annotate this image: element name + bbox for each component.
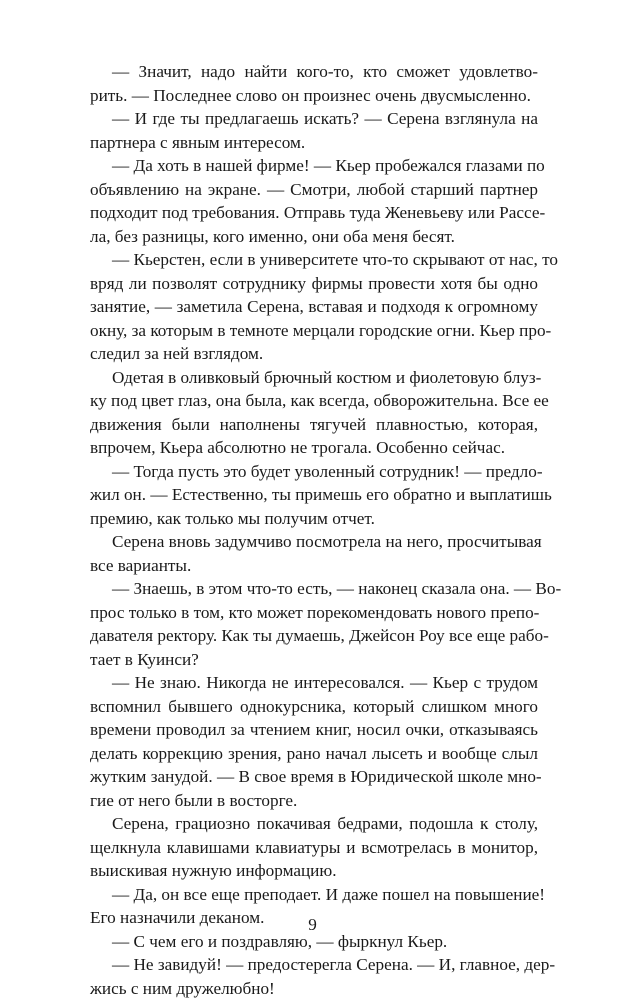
text-line: делать коррекцию зрения, рано начал лысеть и вообще слыл [90, 743, 538, 763]
text-line: тает в Куинси? [90, 649, 199, 669]
text-line: — Знаешь, в этом что-то есть, — наконец сказала она. — Во- [112, 579, 562, 598]
text-line: — Не знаю. Никогда не интересовался. — Кьер с трудом [112, 673, 538, 692]
text-line: следил за ней взглядом. [90, 344, 264, 363]
text-line: Серена, грациозно покачивая бедрами, подошла к столу, [112, 814, 538, 833]
text-line: премию, как только мы получим отчет. [90, 508, 375, 528]
text-line: — С чем его и поздравляю, — фыркнул Кьер. [112, 931, 448, 951]
text-line: Серена вновь задумчиво посмотрела на него, просчитывая [112, 532, 542, 551]
text-line: рить. — Последнее слово он произнес очень двусмысленно. [90, 85, 531, 105]
paragraph [90, 671, 542, 812]
text-line: вряд ли позволят сотруднику фирмы провести хотя бы одно [90, 273, 538, 293]
text-line: — Кьерстен, если в университете что-то скрывают от нас, то [112, 250, 558, 269]
paragraph [90, 154, 546, 248]
paragraph [90, 248, 558, 366]
text-line: партнера с явным интересом. [90, 132, 306, 152]
text-line: — И где ты предлагаешь искать? — Серена взглянула на [112, 109, 538, 128]
page-body [90, 60, 562, 1000]
text-line: окну, за которым в темноте мерцали городские огни. Кьер про- [90, 320, 552, 340]
paragraph [90, 953, 556, 1000]
text-line: — Значит, надо найти кого-то, кто сможет удовлетво- [112, 62, 538, 81]
paragraph [90, 812, 538, 883]
text-line: жись с ним дружелюбно! [90, 978, 275, 998]
text-line: щелкнула клавишами клавиатуры и всмотрелась в монитор, [90, 837, 538, 857]
paragraph [90, 530, 542, 577]
text-line: впрочем, Кьера абсолютно не трогала. Особенно сейчас. [90, 438, 506, 457]
text-line: ку под цвет глаз, она была, как всегда, обворожительна. Все ее [90, 391, 549, 410]
text-line: Одетая в оливковый брючный костюм и фиолетовую блуз- [112, 367, 542, 387]
text-line: Его назначили деканом. [90, 908, 265, 927]
text-line: жутким занудой. — В свое время в Юридической школе мно- [90, 767, 542, 786]
text-line: движения были наполнены тягучей плавностью, которая, [90, 414, 538, 434]
text-line: — Да хоть в нашей фирме! — Кьер пробежался глазами по [112, 156, 545, 175]
text-line: все варианты. [90, 555, 192, 575]
text-line: подходит под требования. Отправь туда Женевьеву или Рассе- [90, 203, 546, 222]
text-line: прос только в том, кто может порекомендовать нового препо- [90, 602, 540, 622]
paragraph [90, 60, 538, 107]
text-line: ла, без разницы, кого именно, они оба меня бесят. [90, 226, 455, 246]
text-line: давателя ректору. Как ты думаешь, Джейсон Роу все еще рабо- [90, 626, 549, 645]
text-line: вспомнил бывшего однокурсника, который слишком много [90, 696, 538, 716]
text-line: объявлению на экране. — Смотри, любой старший партнер [90, 179, 538, 199]
paragraph [90, 366, 549, 460]
text-line: выискивая нужную информацию. [90, 861, 337, 880]
text-line: занятие, — заметила Серена, вставая и подходя к огромному [90, 297, 538, 316]
page-number: 9 [308, 915, 317, 934]
paragraph [90, 107, 538, 154]
paragraph [90, 460, 552, 531]
text-line: времени проводил за чтением книг, носил очки, отказываясь [90, 720, 538, 739]
text-line: гие от него были в восторге. [90, 790, 298, 810]
text-line: — Да, он все еще преподает. И даже пошел на повышение! [112, 884, 545, 904]
text-line: — Тогда пусть это будет уволенный сотрудник! — предло- [112, 461, 543, 481]
text-line: жил он. — Естественно, ты примешь его обратно и выплатишь [90, 485, 552, 504]
paragraph [90, 577, 562, 671]
text-line: — Не завидуй! — предостерегла Серена. — И, главное, дер- [112, 955, 556, 974]
